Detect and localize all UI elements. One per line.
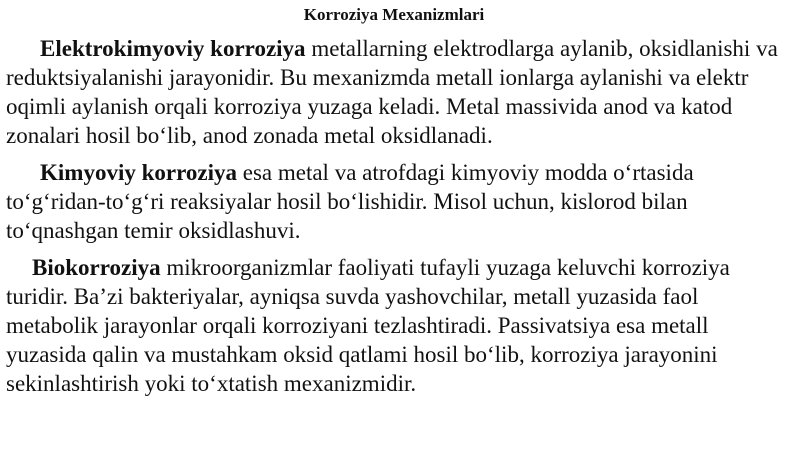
term-electrochemical-corrosion: Elektrokimyoviy korroziya [40, 36, 306, 61]
document-title: Korroziya Mexanizmlari [303, 5, 485, 24]
paragraph-chemical-corrosion [6, 158, 782, 245]
paragraph-biocorrosion [6, 253, 782, 398]
paragraph-text: mikroorganizmlar faoliyati tufayli yuzaga keluvchi korroziya turidir. Ba’zi bakteriyalar, ayniqsa suvda yashovchilar, metall yuzasida faol metabolik jarayonlar orqali korroziyani tezlashtiradi. Passivatsiya esa metall yuzasida qalin va mustahkam oksid qatlami hosil bo‘lib, korroziya jarayonini sekinlashtirish yoki to‘xtatish mexanizmidir. [6, 255, 730, 396]
term-chemical-corrosion: Kimyoviy korroziya [40, 160, 237, 185]
paragraph-text: metallarning elektrodlarga aylanib, oksidlanishi va reduktsiyalanishi jarayonidir. Bu mexanizmda metall ionlarga aylanishi va elektr oqimli aylanish orqali korroziya yuzaga keladi. Metal massivida anod va katod zonalari hosil bo‘lib, anod zonada metal oksidlanadi. [6, 36, 778, 148]
paragraph-electrochemical-corrosion [6, 34, 782, 150]
paragraph-text: esa metal va atrofdagi kimyoviy modda o‘rtasida to‘g‘ridan-to‘g‘ri reaksiyalar hosil bo‘lishidir. Misol uchun, kislorod bilan to‘qnashgan temir oksidlashuvi. [6, 160, 694, 243]
term-biocorrosion: Biokorroziya [32, 255, 161, 280]
